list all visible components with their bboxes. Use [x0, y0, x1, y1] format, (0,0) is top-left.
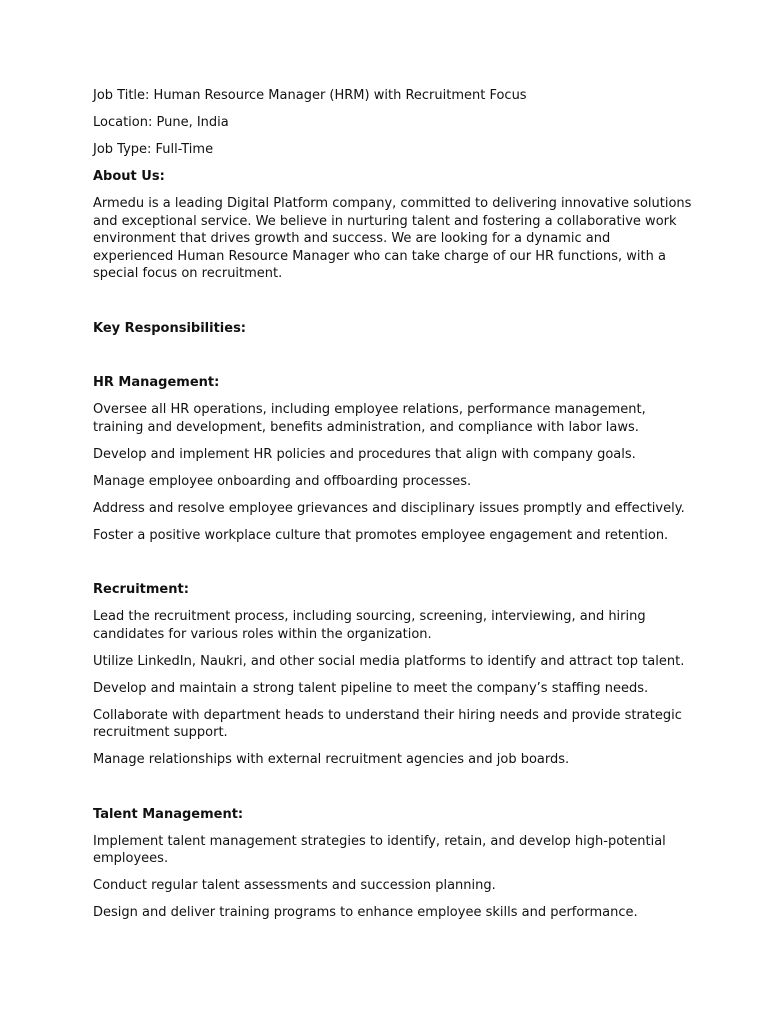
hr-management-heading: HR Management: [93, 375, 220, 390]
job-title: Job Title: Human Resource Manager (HRM) with Recruitment Focus [93, 88, 527, 103]
job-location: Location: Pune, India [93, 115, 229, 130]
document-page [93, 87, 693, 931]
list-item: Oversee all HR operations, including employee relations, performance management, training and development, benefits administration, and compliance with labor laws. [93, 402, 646, 435]
list-item: Implement talent management strategies to identify, retain, and develop high-potential employees. [93, 833, 666, 866]
list-item: Design and deliver training programs to enhance employee skills and performance. [93, 905, 638, 920]
list-item: Develop and implement HR policies and procedures that align with company goals. [93, 446, 636, 462]
list-item: Develop and maintain a strong talent pipeline to meet the company’s staffing needs. [93, 680, 649, 696]
list-item: Lead the recruitment process, including sourcing, screening, interviewing, and hiring candidates for various roles within the organization. [93, 609, 646, 642]
list-item: Foster a positive workplace culture that promotes employee engagement and retention. [93, 527, 669, 543]
key-responsibilities-heading: Key Responsibilities: [93, 320, 247, 336]
list-item: Collaborate with department heads to understand their hiring needs and provide strategic recruitment support. [93, 707, 682, 740]
job-type: Job Type: Full-Time [93, 142, 214, 157]
list-item: Manage relationships with external recruitment agencies and job boards. [93, 752, 570, 767]
about-heading: About Us: [93, 169, 165, 184]
talent-management-heading: Talent Management: [93, 806, 244, 822]
list-item: Conduct regular talent assessments and succession planning. [93, 878, 496, 893]
list-item: Utilize LinkedIn, Naukri, and other social media platforms to identify and attract top talent. [93, 653, 685, 669]
about-text: Armedu is a leading Digital Platform company, committed to delivering innovative solutions and exceptional service. We believe in nurturing talent and fostering a collaborative work environment that drives growth and success. We are looking for a dynamic and experienced Human Resource Manager who can take charge of our HR functions, with a special focus on recruitment. [93, 196, 692, 281]
list-item: Address and resolve employee grievances and disciplinary issues promptly and effectively. [93, 500, 685, 516]
recruitment-heading: Recruitment: [93, 582, 189, 597]
list-item: Manage employee onboarding and offboarding processes. [93, 473, 472, 489]
